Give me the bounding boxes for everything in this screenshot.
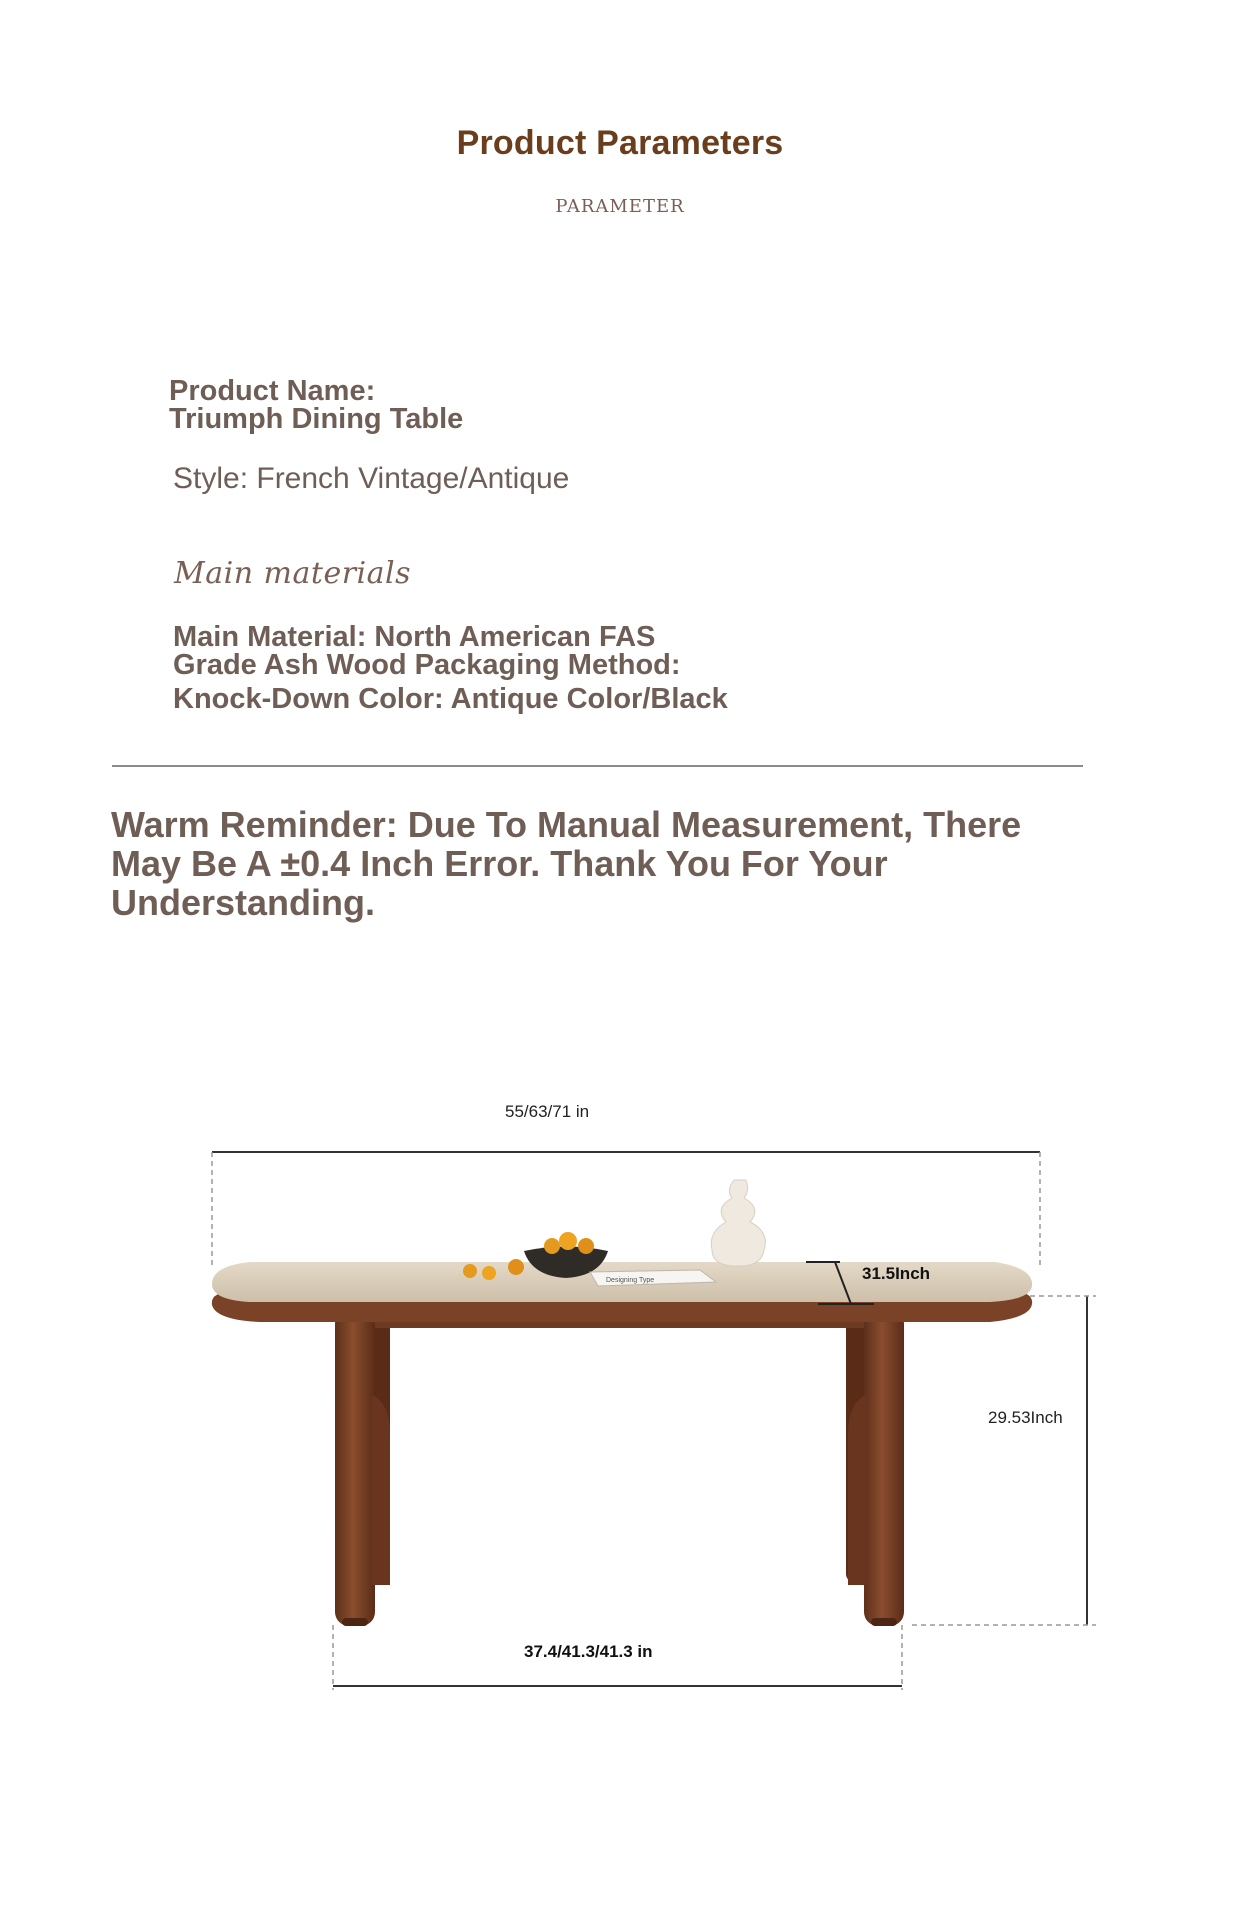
book-label: Designing Type — [606, 1277, 655, 1284]
height-dimension-line — [912, 1296, 1096, 1625]
length-dimension-label: 55/63/71 in — [505, 1102, 590, 1121]
warm-reminder: Warm Reminder: Due To Manual Measurement, There May Be A ±0.4 Inch Error. Thank You For Your Understanding. — [111, 804, 1022, 923]
materials-heading: Main materials — [174, 556, 412, 591]
height-dimension-label: 29.53Inch — [988, 1408, 1063, 1427]
product-name-label: Product Name: — [169, 375, 376, 407]
depth-dimension-label: 31.5Inch — [862, 1264, 931, 1283]
table-back-legs — [372, 1320, 864, 1582]
page-subtitle: PARAMETER — [555, 196, 685, 217]
table-dimension-diagram — [0, 1080, 1240, 1720]
leg-span-dimension-label: 37.4/41.3/41.3 in — [524, 1642, 653, 1661]
section-divider — [112, 765, 1083, 767]
page-title: Product Parameters — [456, 124, 784, 162]
material-line: Knock-Down Color: Antique Color/Black — [173, 683, 728, 715]
length-dimension-line — [212, 1152, 1040, 1268]
vase-decoration — [711, 1180, 765, 1266]
product-name-value: Triumph Dining Table — [169, 403, 464, 435]
material-line: Main Material: North American FAS — [173, 621, 656, 653]
material-line: Grade Ash Wood Packaging Method: — [173, 649, 681, 681]
product-style: Style: French Vintage/Antique — [173, 462, 570, 495]
table-front-legs — [335, 1310, 904, 1626]
